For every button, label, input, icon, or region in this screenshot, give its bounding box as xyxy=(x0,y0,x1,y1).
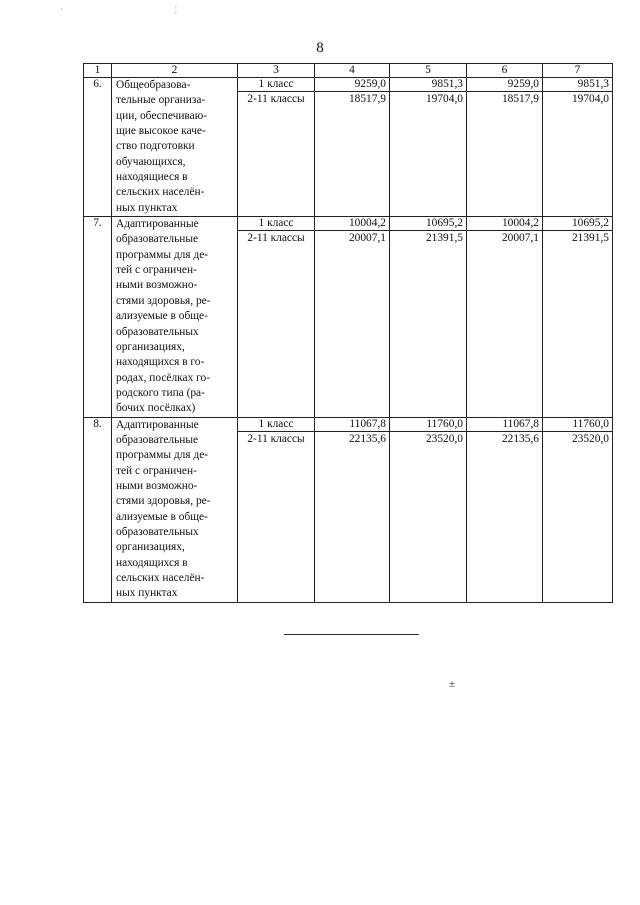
value-cell xyxy=(390,78,467,217)
header-cell: 3 xyxy=(238,64,315,78)
grade-label: 1 класс xyxy=(238,418,314,432)
grade-cell xyxy=(238,417,315,602)
header-cell: 1 xyxy=(84,64,112,78)
grade-cell xyxy=(238,78,315,217)
institution-type-line: находящихся в xyxy=(116,556,188,569)
cost-value: 10004,2 xyxy=(467,217,542,231)
institution-type-line: ными возможно- xyxy=(116,479,198,492)
institution-type-line: Адаптированные xyxy=(116,218,199,231)
scan-mark: ± xyxy=(449,678,456,690)
header-cell: 7 xyxy=(543,64,613,78)
cost-value: 9259,0 xyxy=(315,78,389,92)
cost-value: 11760,0 xyxy=(390,418,466,432)
header-cell: 6 xyxy=(467,64,543,78)
institution-type-line: ализуемые в обще- xyxy=(116,510,208,523)
cost-value: 18517,9 xyxy=(501,93,539,105)
institution-type-line: образовательных xyxy=(116,325,199,338)
cost-value: 19704,0 xyxy=(571,93,609,105)
scan-mark: · xyxy=(60,4,63,14)
cost-value: 20007,1 xyxy=(501,232,539,245)
institution-type-line: Общеобразова- xyxy=(116,79,191,91)
institution-type-line: тей с ограничен- xyxy=(116,464,197,477)
cost-value: 21391,5 xyxy=(571,232,609,245)
institution-type-line: находящихся в го- xyxy=(116,356,205,369)
header-cell: 4 xyxy=(315,64,390,78)
header-row xyxy=(84,64,613,78)
value-cell xyxy=(390,217,467,417)
table-row xyxy=(84,78,613,217)
data-table xyxy=(83,63,613,603)
institution-type-line: щие высокое каче- xyxy=(116,125,206,138)
value-cell xyxy=(543,217,613,417)
value-cell xyxy=(467,417,543,602)
cost-value: 9851,3 xyxy=(543,78,612,92)
institution-type-line: родах, посёлках го- xyxy=(116,371,211,384)
value-cell xyxy=(315,417,390,602)
header-cell: 5 xyxy=(390,64,467,78)
institution-type-line: тей с ограничен- xyxy=(116,264,197,277)
institution-type-line: ными возможно- xyxy=(116,279,198,292)
cost-value: 9259,0 xyxy=(467,78,542,92)
value-cell xyxy=(390,417,467,602)
value-cell xyxy=(467,78,543,217)
row-number: 7. xyxy=(84,217,112,417)
grade-cell xyxy=(238,217,315,417)
table-row xyxy=(84,417,613,602)
institution-type-line: организациях, xyxy=(116,541,185,554)
institution-type-line: образовательных xyxy=(116,525,199,538)
footer-divider xyxy=(284,634,419,635)
value-cell xyxy=(543,417,613,602)
row-number: 6. xyxy=(84,78,112,217)
cost-value: 9851,3 xyxy=(390,78,466,92)
grade-label: 2-11 классы xyxy=(247,432,305,445)
cost-value: 18517,9 xyxy=(348,93,386,105)
grade-label: 1 класс xyxy=(238,78,314,92)
institution-type-line: бочих посёлках) xyxy=(116,402,196,415)
institution-type-line: образовательные xyxy=(116,433,199,446)
institution-type-line: стями здоровья, ре- xyxy=(116,495,211,508)
institution-type-line: родского типа (ра- xyxy=(116,386,205,399)
scan-mark: ¦ xyxy=(175,4,177,14)
institution-type-line: программы для де- xyxy=(116,449,209,462)
table-body xyxy=(84,78,613,603)
cost-value: 11760,0 xyxy=(543,418,612,432)
institution-type-line: ных пунктах xyxy=(116,587,178,600)
cost-value: 21391,5 xyxy=(425,232,463,245)
institution-type-line: сельских населён- xyxy=(116,186,205,199)
cost-value: 11067,8 xyxy=(467,418,542,432)
grade-label: 2-11 классы xyxy=(247,93,305,105)
institution-type-line: тельные организа- xyxy=(116,94,206,107)
institution-type-line: образовательные xyxy=(116,233,199,246)
institution-type-line: программы для де- xyxy=(116,248,209,261)
cost-value: 20007,1 xyxy=(348,232,386,245)
institution-type-line: находящиеся в xyxy=(116,171,188,184)
cost-value: 23520,0 xyxy=(425,432,463,445)
cost-value: 19704,0 xyxy=(425,93,463,105)
institution-type-line: организациях, xyxy=(116,340,185,353)
table-row xyxy=(84,217,613,417)
institution-type xyxy=(112,78,238,217)
institution-type-line: сельских населён- xyxy=(116,572,205,584)
institution-type-line: ции, обеспечиваю- xyxy=(116,109,207,122)
value-cell xyxy=(315,78,390,217)
cost-value: 10004,2 xyxy=(315,217,389,231)
institution-type-line: обучающихся, xyxy=(116,155,186,168)
row-number: 8. xyxy=(84,417,112,602)
cost-value: 10695,2 xyxy=(390,217,466,231)
page-number: 8 xyxy=(316,40,324,56)
cost-value: 10695,2 xyxy=(543,217,612,231)
institution-type-line: ных пунктах xyxy=(116,201,178,214)
value-cell xyxy=(467,217,543,417)
institution-type-line: стями здоровья, ре- xyxy=(116,294,211,307)
value-cell xyxy=(543,78,613,217)
institution-type-line: ализуемые в обще- xyxy=(116,310,208,323)
institution-type xyxy=(112,417,238,602)
header-cell: 2 xyxy=(112,64,238,78)
institution-type-line: ство подготовки xyxy=(116,140,195,153)
cost-value: 11067,8 xyxy=(315,418,389,432)
value-cell xyxy=(315,217,390,417)
cost-value: 23520,0 xyxy=(571,432,609,445)
cost-value: 22135,6 xyxy=(501,432,539,445)
grade-label: 2-11 классы xyxy=(247,232,305,245)
cost-value: 22135,6 xyxy=(348,432,386,445)
institution-type xyxy=(112,217,238,417)
institution-type-line: Адаптированные xyxy=(116,418,199,431)
grade-label: 1 класс xyxy=(238,217,314,231)
